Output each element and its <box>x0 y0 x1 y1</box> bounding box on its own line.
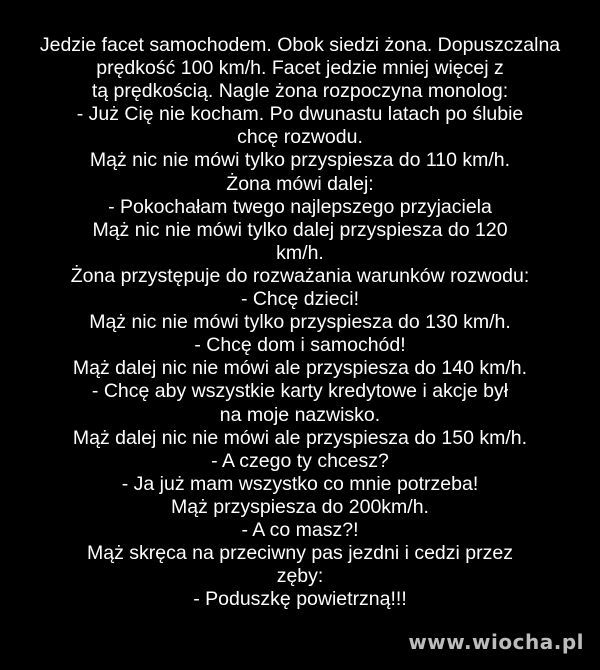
joke-text-block <box>0 34 600 611</box>
text-line-1: Jedzie facet samochodem. Obok siedzi żona. Dopuszczalna <box>39 34 561 56</box>
text-line-22: - A co masz?! <box>241 518 359 541</box>
watermark-logo: www.wiocha.pl <box>408 630 584 654</box>
text-line-11: Żona przystępuje do rozważania warunków rozwodu: <box>70 264 530 287</box>
text-line-6: Mąż nic nie mówi tylko przyspiesza do 110 km/h. <box>89 149 511 172</box>
text-line-17: na moje nazwisko. <box>219 403 381 426</box>
text-line-5: chcę rozwodu. <box>237 126 363 149</box>
text-line-13: Mąż nic nie mówi tylko przyspiesza do 130 km/h. <box>89 311 511 334</box>
text-line-21: Mąż przyspiesza do 200km/h. <box>171 495 429 518</box>
text-line-16: - Chcę aby wszystkie karty kredytowe i akcje był <box>91 380 509 403</box>
text-line-18: Mąż dalej nic nie mówi ale przyspiesza do 150 km/h. <box>72 426 528 449</box>
text-line-2: prędkość 100 km/h. Facet jedzie mniej więcej z <box>96 57 504 80</box>
text-line-24: zęby: <box>276 565 324 588</box>
text-line-25: - Poduszkę powietrzną!!! <box>193 588 407 611</box>
text-line-15: Mąż dalej nic nie mówi ale przyspiesza do 140 km/h. <box>72 357 528 380</box>
text-line-9: Mąż nic nie mówi tylko dalej przyspiesza do 120 <box>92 218 508 241</box>
text-line-19: - A czego ty chcesz? <box>211 449 389 472</box>
text-line-8: - Pokochałam twego najlepszego przyjaciela <box>108 195 492 218</box>
text-line-20: - Ja już mam wszystko co mnie potrzeba! <box>121 472 479 495</box>
text-line-7: Żona mówi dalej: <box>226 172 374 195</box>
text-line-3: tą prędkością. Nagle żona rozpoczyna monolog: <box>91 80 509 103</box>
text-line-10: km/h. <box>276 241 324 264</box>
text-line-23: Mąż skręca na przeciwny pas jezdni i cedzi przez <box>87 542 513 565</box>
text-line-12: - Chcę dzieci! <box>240 288 360 311</box>
text-line-14: - Chcę dom i samochód! <box>194 334 406 357</box>
text-line-4: - Już Cię nie kocham. Po dwunastu latach po ślubie <box>76 103 524 126</box>
